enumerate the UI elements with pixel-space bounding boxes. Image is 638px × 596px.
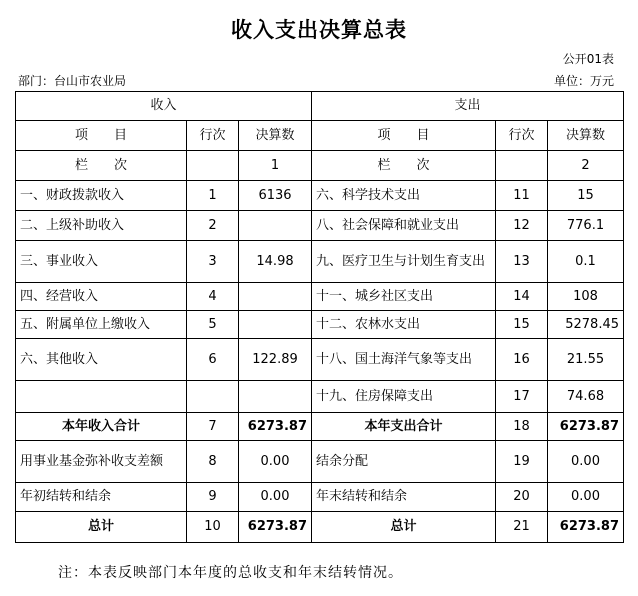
income-item: 四、经营收入: [16, 283, 187, 311]
expense-amount: 15: [548, 181, 624, 211]
income-item: 一、财政拨款收入: [16, 181, 187, 211]
income-amount: 6136: [239, 181, 312, 211]
income-line-header: 行次: [187, 121, 239, 151]
table-row: [16, 211, 624, 241]
expense-total-amount: 6273.87: [548, 512, 624, 543]
income-line-no: 10: [187, 512, 239, 543]
income-item-header: 项 目: [16, 121, 187, 151]
table-row: [16, 283, 624, 311]
expense-line-no: 13: [496, 241, 548, 283]
income-total-label: 总计: [16, 512, 187, 543]
expense-item: 九、医疗卫生与计划生育支出: [312, 241, 496, 283]
expense-amount: 74.68: [548, 381, 624, 413]
expense-subtotal-amount: 6273.87: [548, 413, 624, 441]
total-row: [16, 512, 624, 543]
expense-item: 十八、国土海洋气象等支出: [312, 339, 496, 381]
income-subtotal-amount: 6273.87: [239, 413, 312, 441]
expense-amount: 0.1: [548, 241, 624, 283]
income-column-label: 栏 次: [16, 151, 187, 181]
table-row: [16, 311, 624, 339]
expense-line-header: 行次: [496, 121, 548, 151]
income-line-no: 1: [187, 181, 239, 211]
income-item: [16, 381, 187, 413]
expense-item: 年末结转和结余: [312, 483, 496, 512]
income-amount: [239, 283, 312, 311]
income-item: 用事业基金弥补收支差额: [16, 441, 187, 483]
expense-line-no: 21: [496, 512, 548, 543]
income-amount: [239, 311, 312, 339]
income-amount: 14.98: [239, 241, 312, 283]
income-item: 年初结转和结余: [16, 483, 187, 512]
income-line-no: 7: [187, 413, 239, 441]
income-amount: 122.89: [239, 339, 312, 381]
empty-cell: [496, 151, 548, 181]
income-line-no: 4: [187, 283, 239, 311]
expense-amount: 108: [548, 283, 624, 311]
table-row: [16, 339, 624, 381]
expense-section-header: 支出: [312, 92, 624, 121]
expense-column-label: 栏 次: [312, 151, 496, 181]
expense-item: 八、社会保障和就业支出: [312, 211, 496, 241]
expense-column-index: 2: [548, 151, 624, 181]
expense-item: 十二、农林水支出: [312, 311, 496, 339]
income-line-no: 8: [187, 441, 239, 483]
expense-item: 十一、城乡社区支出: [312, 283, 496, 311]
expense-line-no: 20: [496, 483, 548, 512]
income-item: 三、事业收入: [16, 241, 187, 283]
income-line-no: 5: [187, 311, 239, 339]
income-amount: 0.00: [239, 441, 312, 483]
footnote: 注：本表反映部门本年度的总收支和年末结转情况。: [58, 565, 403, 581]
expense-total-label: 总计: [312, 512, 496, 543]
column-header-row: [16, 121, 624, 151]
income-line-no: 9: [187, 483, 239, 512]
empty-cell: [187, 151, 239, 181]
expense-line-no: 15: [496, 311, 548, 339]
column-index-row: [16, 151, 624, 181]
form-number: 公开01表: [562, 52, 614, 66]
expense-item: 十九、住房保障支出: [312, 381, 496, 413]
income-amount-header: 决算数: [239, 121, 312, 151]
income-item: 五、附属单位上缴收入: [16, 311, 187, 339]
expense-line-no: 12: [496, 211, 548, 241]
expense-amount: 21.55: [548, 339, 624, 381]
income-amount: [239, 211, 312, 241]
expense-amount: 5278.45: [548, 311, 624, 339]
expense-subtotal-label: 本年支出合计: [312, 413, 496, 441]
expense-line-no: 14: [496, 283, 548, 311]
expense-line-no: 16: [496, 339, 548, 381]
income-subtotal-label: 本年收入合计: [16, 413, 187, 441]
expense-line-no: 17: [496, 381, 548, 413]
income-line-no: [187, 381, 239, 413]
income-total-amount: 6273.87: [239, 512, 312, 543]
expense-line-no: 11: [496, 181, 548, 211]
expense-amount: 776.1: [548, 211, 624, 241]
expense-line-no: 19: [496, 441, 548, 483]
income-amount: [239, 381, 312, 413]
income-amount: 0.00: [239, 483, 312, 512]
income-section-header: 收入: [16, 92, 312, 121]
unit-label: 单位：万元: [553, 74, 614, 88]
income-item: 二、上级补助收入: [16, 211, 187, 241]
expense-item: 结余分配: [312, 441, 496, 483]
table-row: [16, 181, 624, 211]
subtotal-row: [16, 413, 624, 441]
income-line-no: 2: [187, 211, 239, 241]
expense-amount: 0.00: [548, 483, 624, 512]
table-row: [16, 241, 624, 283]
report-title: 收入支出决算总表: [231, 18, 407, 42]
expense-amount-header: 决算数: [548, 121, 624, 151]
table-row: [16, 483, 624, 512]
section-header-row: [16, 92, 624, 121]
income-line-no: 3: [187, 241, 239, 283]
expense-line-no: 18: [496, 413, 548, 441]
income-line-no: 6: [187, 339, 239, 381]
table-row: [16, 381, 624, 413]
income-expense-table: [15, 91, 624, 543]
table-row: [16, 441, 624, 483]
income-item: 六、其他收入: [16, 339, 187, 381]
department-label: 部门：台山市农业局: [18, 74, 127, 88]
expense-item-header: 项 目: [312, 121, 496, 151]
expense-item: 六、科学技术支出: [312, 181, 496, 211]
income-column-index: 1: [239, 151, 312, 181]
expense-amount: 0.00: [548, 441, 624, 483]
